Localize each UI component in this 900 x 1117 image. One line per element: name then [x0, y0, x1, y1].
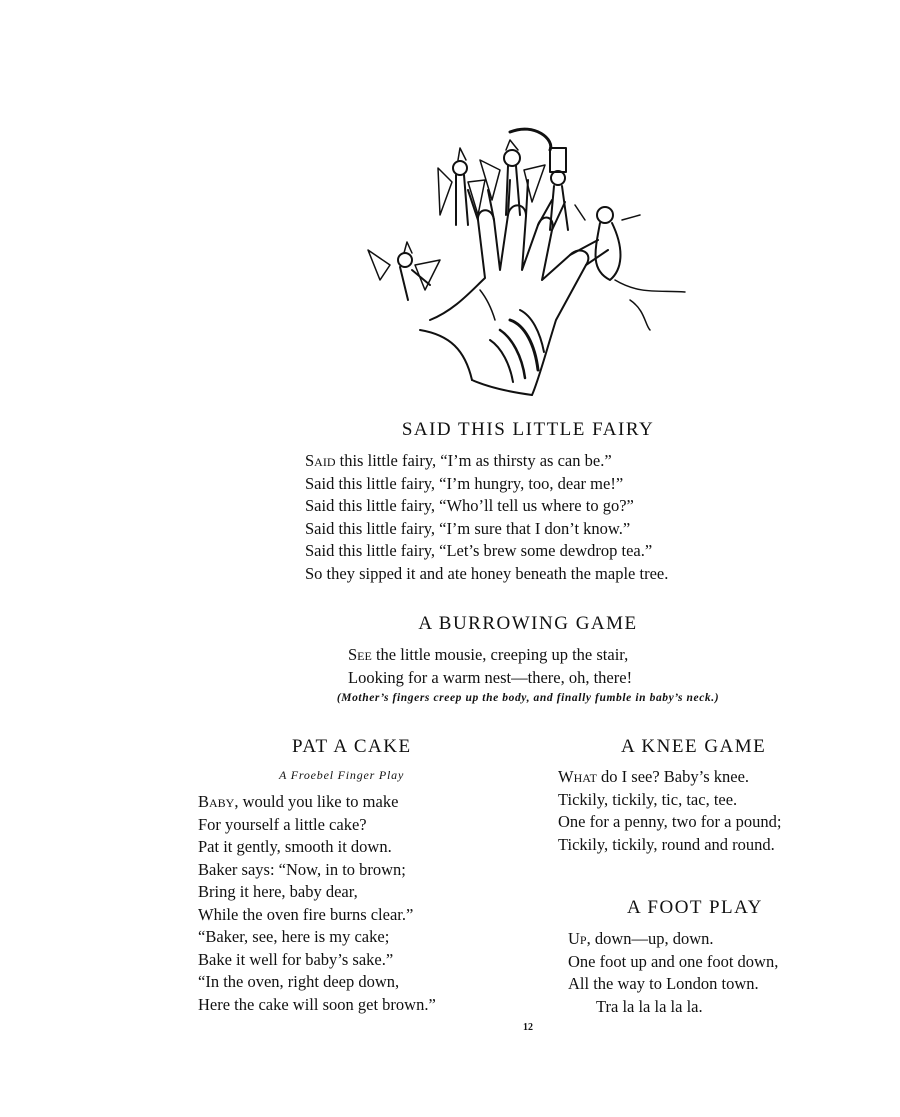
verse-line	[558, 789, 781, 812]
verse-line-lead: Up	[568, 929, 587, 948]
verse-line	[198, 994, 436, 1017]
pat-a-cake-subtitle: A Froebel Finger Play	[279, 768, 405, 782]
verse-line	[568, 928, 778, 951]
verse-line-rest: , down—up, down.	[586, 929, 714, 948]
verse-line-rest: One for a penny, two for a pound;	[558, 812, 782, 831]
verse-line-rest: this little fairy, “I’m as thirsty as can be.”	[335, 451, 612, 470]
verse-line-rest: “Baker, see, here is my cake;	[198, 927, 390, 946]
verse-line	[568, 951, 778, 974]
verse-line-rest: Baker says: “Now, in to brown;	[198, 859, 406, 879]
a-burrowing-game-title: A BURROWING GAME	[418, 613, 638, 634]
verse-line-rest: Looking for a warm nest—there, oh, there!	[348, 667, 633, 687]
verse-line	[198, 926, 436, 949]
verse-line	[305, 563, 668, 586]
verse-line	[305, 518, 668, 541]
verse-line-lead: See	[348, 645, 372, 664]
verse-line-rest: Tra la la la la la.	[596, 996, 703, 1016]
verse-line-rest: For yourself a little cake?	[198, 814, 367, 834]
verse-line	[198, 814, 436, 837]
verse-line-rest: Said this little fairy, “Who’ll tell us where to go?”	[305, 496, 634, 515]
verse-line-rest: Here the cake will soon get brown.”	[198, 994, 436, 1014]
verse-line	[305, 540, 668, 563]
verse-line-rest: Said this little fairy, “I’m sure that I don’t know.”	[305, 518, 631, 538]
verse-line	[198, 904, 436, 927]
a-foot-play-title: A FOOT PLAY	[627, 897, 763, 918]
a-burrowing-game-note: (Mother’s fingers creep up the body, and finally fumble in baby’s neck.)	[336, 692, 720, 704]
verse-line	[198, 859, 436, 882]
verse-line-rest: Tickily, tickily, tic, tac, tee.	[558, 789, 738, 809]
page-number: 12	[523, 1022, 533, 1033]
a-foot-play-verse	[568, 928, 778, 1018]
verse-line	[558, 811, 781, 834]
verse-line-rest: Tickily, tickily, round and round.	[558, 834, 775, 854]
pat-a-cake-title: PAT A CAKE	[292, 736, 412, 757]
verse-line	[348, 667, 632, 690]
verse-line	[568, 996, 778, 1019]
verse-line	[198, 881, 436, 904]
verse-line-lead: What	[558, 767, 597, 786]
verse-line	[198, 949, 436, 972]
a-knee-game-verse	[558, 766, 781, 856]
verse-line-rest: do I see? Baby’s knee.	[596, 767, 750, 786]
verse-line-rest: the little mousie, creeping up the stair,	[371, 645, 629, 664]
verse-line-rest: While the oven fire burns clear.”	[198, 904, 414, 924]
verse-line-rest: Bake it well for baby’s sake.”	[198, 949, 394, 969]
verse-line-rest: Pat it gently, smooth it down.	[198, 837, 392, 856]
verse-line-rest: Bring it here, baby dear,	[198, 882, 358, 901]
verse-line-rest: So they sipped it and ate honey beneath the maple tree.	[305, 563, 669, 583]
verse-line	[305, 450, 668, 473]
verse-line	[305, 495, 668, 518]
verse-line-lead: Said	[305, 451, 336, 470]
verse-line-lead: Baby	[198, 792, 235, 811]
said-this-little-fairy-title: SAID THIS LITTLE FAIRY	[401, 419, 655, 440]
verse-line	[305, 473, 668, 496]
verse-line	[198, 836, 436, 859]
verse-line	[348, 644, 632, 667]
verse-line	[558, 834, 781, 857]
verse-line-rest: “In the oven, right deep down,	[198, 972, 400, 991]
verse-line	[198, 971, 436, 994]
verse-line-rest: , would you like to make	[234, 792, 399, 811]
verse-line-rest: All the way to London town.	[568, 974, 759, 993]
a-burrowing-game-verse	[348, 644, 632, 689]
fairy-hand-illustration	[360, 120, 710, 405]
a-knee-game-title: A KNEE GAME	[621, 736, 767, 757]
said-this-little-fairy-verse	[305, 450, 668, 585]
verse-line	[568, 973, 778, 996]
verse-line-rest: Said this little fairy, “Let’s brew some dewdrop tea.”	[305, 541, 653, 560]
verse-line-rest: Said this little fairy, “I’m hungry, too, dear me!”	[305, 473, 624, 493]
verse-line	[198, 791, 436, 814]
verse-line-rest: One foot up and one foot down,	[568, 951, 779, 971]
pat-a-cake-verse	[198, 791, 436, 1016]
verse-line	[558, 766, 781, 789]
